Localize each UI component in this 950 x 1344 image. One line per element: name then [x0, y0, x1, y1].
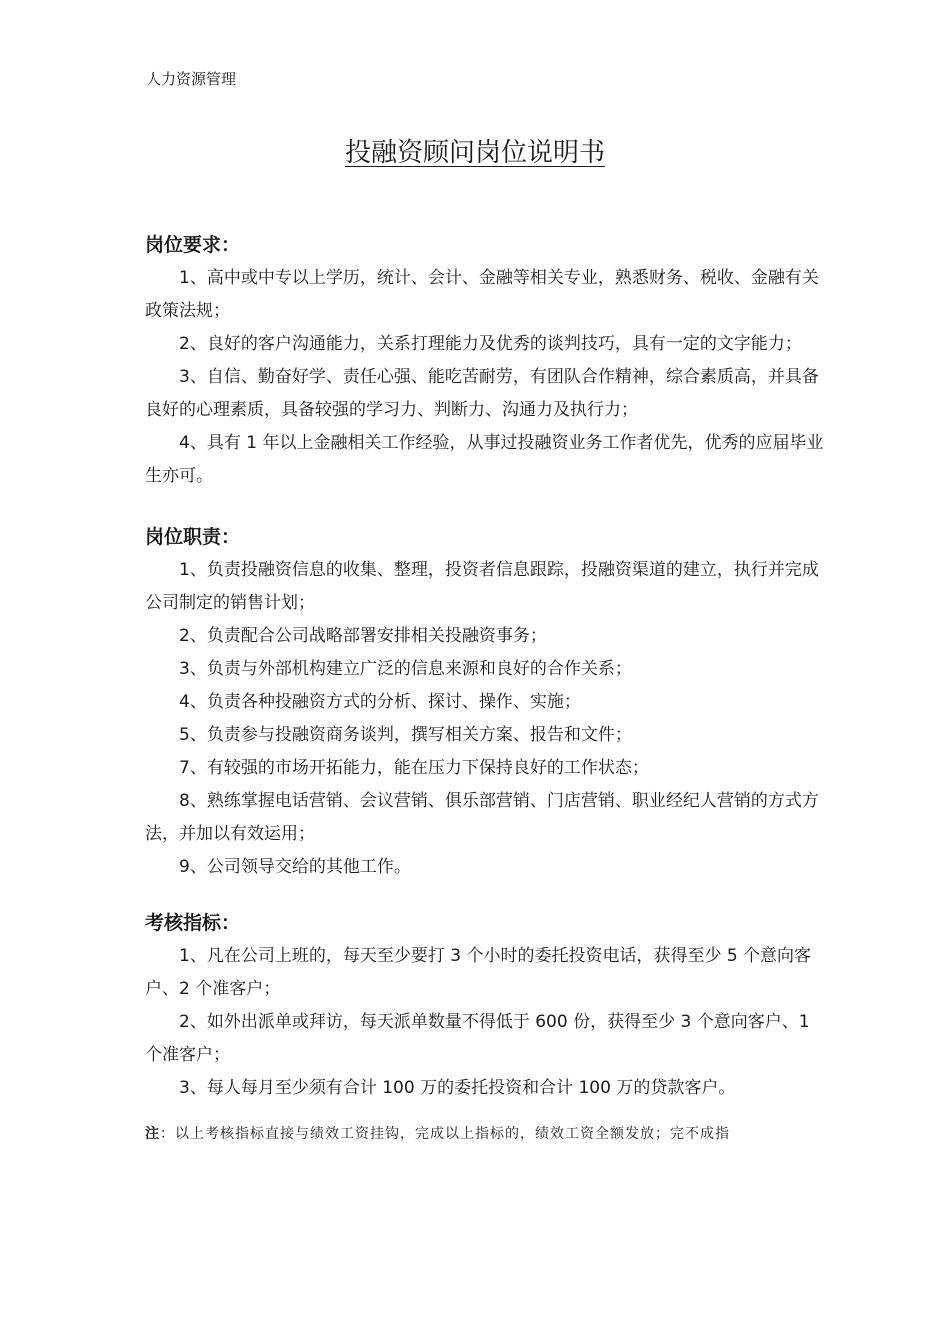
list-item: 2、如外出派单或拜访，每天派单数量不得低于 600 份，获得至少 3 个意向客户、1 个准客户； [145, 1012, 810, 1065]
section-heading: 岗位职责： [145, 526, 241, 548]
document-title-text: 投融资顾问岗位说明书 [344, 138, 605, 168]
list-item: 8、熟练掌握电话营销、会议营销、俱乐部营销、门店营销、职业经纪人营销的方式方法，并加以有效运用； [145, 791, 819, 844]
section-heading: 考核指标： [145, 912, 241, 934]
list-item: 4、具有 1 年以上金融相关工作经验，从事过投融资业务工作者优先，优秀的应届毕业生亦可。 [145, 433, 824, 486]
list-item: 3、每人每月至少须有合计 100 万的委托投资和合计 100 万的贷款客户。 [179, 1078, 736, 1098]
list-item: 7、有较强的市场开拓能力，能在压力下保持良好的工作状态； [179, 758, 649, 778]
page-header: 人力资源管理 [146, 70, 237, 88]
list-item: 1、凡在公司上班的，每天至少要打 3 个小时的委托投资电话，获得至少 5 个意向客户、2 个准客户； [145, 946, 812, 999]
list-item: 5、负责参与投融资商务谈判，撰写相关方案、报告和文件； [179, 725, 632, 745]
footnote-text: ：以上考核指标直接与绩效工资挂钩，完成以上指标的，绩效工资全额发放；完不成指 [160, 1126, 730, 1142]
document-title [0, 132, 950, 169]
list-item: 2、负责配合公司战略部署安排相关投融资事务； [179, 626, 547, 646]
footnote [145, 1122, 825, 1146]
section-assessment [145, 906, 825, 1105]
list-item: 9、公司领导交给的其他工作。 [179, 857, 411, 877]
section-heading: 岗位要求： [145, 234, 241, 256]
document-body [145, 228, 825, 1146]
list-item: 1、负责投融资信息的收集、整理，投资者信息跟踪，投融资渠道的建立，执行并完成公司制定的销售计划； [145, 560, 819, 613]
footnote-label: 注 [145, 1126, 160, 1142]
list-item: 3、负责与外部机构建立广泛的信息来源和良好的合作关系； [179, 659, 632, 679]
section-requirements [145, 228, 825, 493]
list-item: 4、负责各种投融资方式的分析、探讨、操作、实施； [179, 692, 581, 712]
list-item: 1、高中或中专以上学历，统计、会计、金融等相关专业，熟悉财务、税收、金融有关政策法规； [145, 268, 819, 321]
list-item: 3、自信、勤奋好学、责任心强、能吃苦耐劳，有团队合作精神，综合素质高，并具备良好的心理素质，具备较强的学习力、判断力、沟通力及执行力； [145, 367, 819, 420]
list-item: 2、良好的客户沟通能力，关系打理能力及优秀的谈判技巧，具有一定的文字能力； [179, 334, 802, 354]
section-responsibilities [145, 520, 825, 884]
